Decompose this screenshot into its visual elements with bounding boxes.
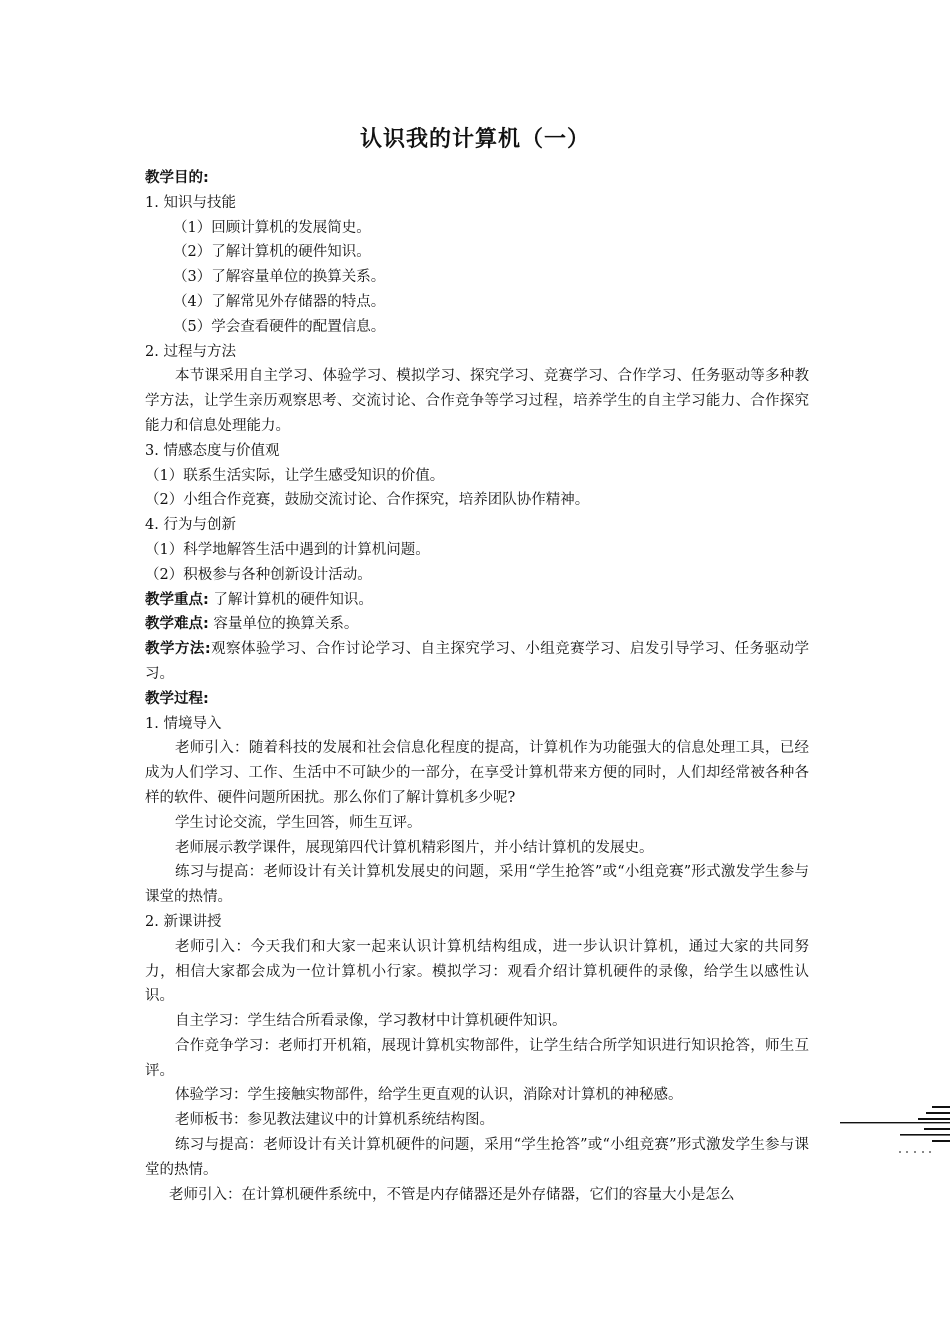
difficulty-text: 容量单位的换算关系。 — [213, 616, 359, 633]
paragraph: 体验学习：学生接触实物部件，给学生更直观的认识，消除对计算机的神秘感。 — [175, 1087, 683, 1104]
difficulty-line — [145, 612, 809, 637]
difficulty-label: 教学难点: — [145, 616, 209, 633]
section-title: 3. 情感态度与价值观 — [145, 442, 280, 459]
section-title: 2. 过程与方法 — [145, 343, 236, 360]
list-item: （2）小组合作竞赛，鼓励交流讨论、合作探究，培养团队协作精神。 — [145, 492, 590, 509]
paragraph: 老师展示教学课件，展现第四代计算机精彩图片，并小结计算机的发展史。 — [175, 839, 654, 856]
section-title: 4. 行为与创新 — [145, 517, 236, 534]
document-body — [145, 166, 809, 1207]
paragraph: 老师引入：在计算机硬件系统中，不管是内存储器还是外存储器，它们的容量大小是怎么 — [169, 1186, 735, 1203]
page-title: 认识我的计算机（一） — [359, 127, 590, 152]
section-title: 1. 知识与技能 — [145, 194, 236, 211]
list-item: （2）积极参与各种创新设计活动。 — [145, 566, 372, 583]
section-title: 2. 新课讲授 — [145, 913, 222, 930]
paragraph: 学生讨论交流，学生回答，师生互评。 — [175, 814, 422, 831]
list-item: （4）了解常见外存储器的特点。 — [173, 293, 386, 310]
section-title: 1. 情境导入 — [145, 715, 222, 732]
paragraph: 本节课采用自主学习、体验学习、模拟学习、探究学习、竞赛学习、合作学习、任务驱动等多种教学方法，让学生亲历观察思考、交流讨论、合作竞争等学习过程，培养学生的自主学习能力、合作探究能力和信息处理能力。 — [145, 368, 809, 434]
scan-marks-decoration — [840, 1104, 950, 1164]
focus-label: 教学重点: — [145, 591, 209, 608]
paragraph: 老师板书：参见教法建议中的计算机系统结构图。 — [175, 1112, 494, 1129]
paragraph: 老师引入：今天我们和大家一起来认识计算机结构组成，进一步认识计算机，通过大家的共同努力，相信大家都会成为一位计算机小行家。模拟学习：观看介绍计算机硬件的录像，给学生以感性认识。 — [145, 938, 809, 1005]
paragraph: 自主学习：学生结合所看录像，学习教材中计算机硬件知识。 — [175, 1013, 567, 1030]
focus-text: 了解计算机的硬件知识。 — [213, 591, 373, 608]
methods-label: 教学方法: — [145, 641, 211, 658]
paragraph: 合作竞争学习：老师打开机箱，展现计算机实物部件，让学生结合所学知识进行知识抢答，师生互评。 — [145, 1037, 809, 1079]
process-heading: 教学过程: — [145, 690, 209, 707]
methods-text: 观察体验学习、合作讨论学习、自主探究学习、小组竞赛学习、启发引导学习、任务驱动学习。 — [145, 641, 809, 682]
methods-line — [145, 637, 809, 687]
list-item: （2）了解计算机的硬件知识。 — [173, 244, 371, 261]
paragraph: 练习与提高：老师设计有关计算机硬件的问题，采用“学生抢答”或“小组竞赛”形式激发学生参与课堂的热情。 — [145, 1137, 809, 1178]
list-item: （1）联系生活实际，让学生感受知识的价值。 — [145, 467, 445, 484]
list-item: （1）回顾计算机的发展简史。 — [173, 219, 371, 236]
focus-line — [145, 588, 809, 613]
objectives-heading: 教学目的: — [145, 170, 209, 186]
list-item: （3）了解容量单位的换算关系。 — [173, 269, 386, 286]
paragraph: 老师引入：随着科技的发展和社会信息化程度的提高，计算机作为功能强大的信息处理工具，已经成为人们学习、工作、生活中不可缺少的一部分，在享受计算机带来方便的同时，人们却经常被各种各样的软件、硬件问题所困扰。那么你们了解计算机多少呢? — [145, 740, 809, 806]
paragraph: 练习与提高：老师设计有关计算机发展史的问题，采用“学生抢答”或“小组竞赛”形式激发学生参与课堂的热情。 — [145, 864, 809, 906]
list-item: （1）科学地解答生活中遇到的计算机问题。 — [145, 541, 430, 558]
list-item: （5）学会查看硬件的配置信息。 — [173, 318, 386, 335]
